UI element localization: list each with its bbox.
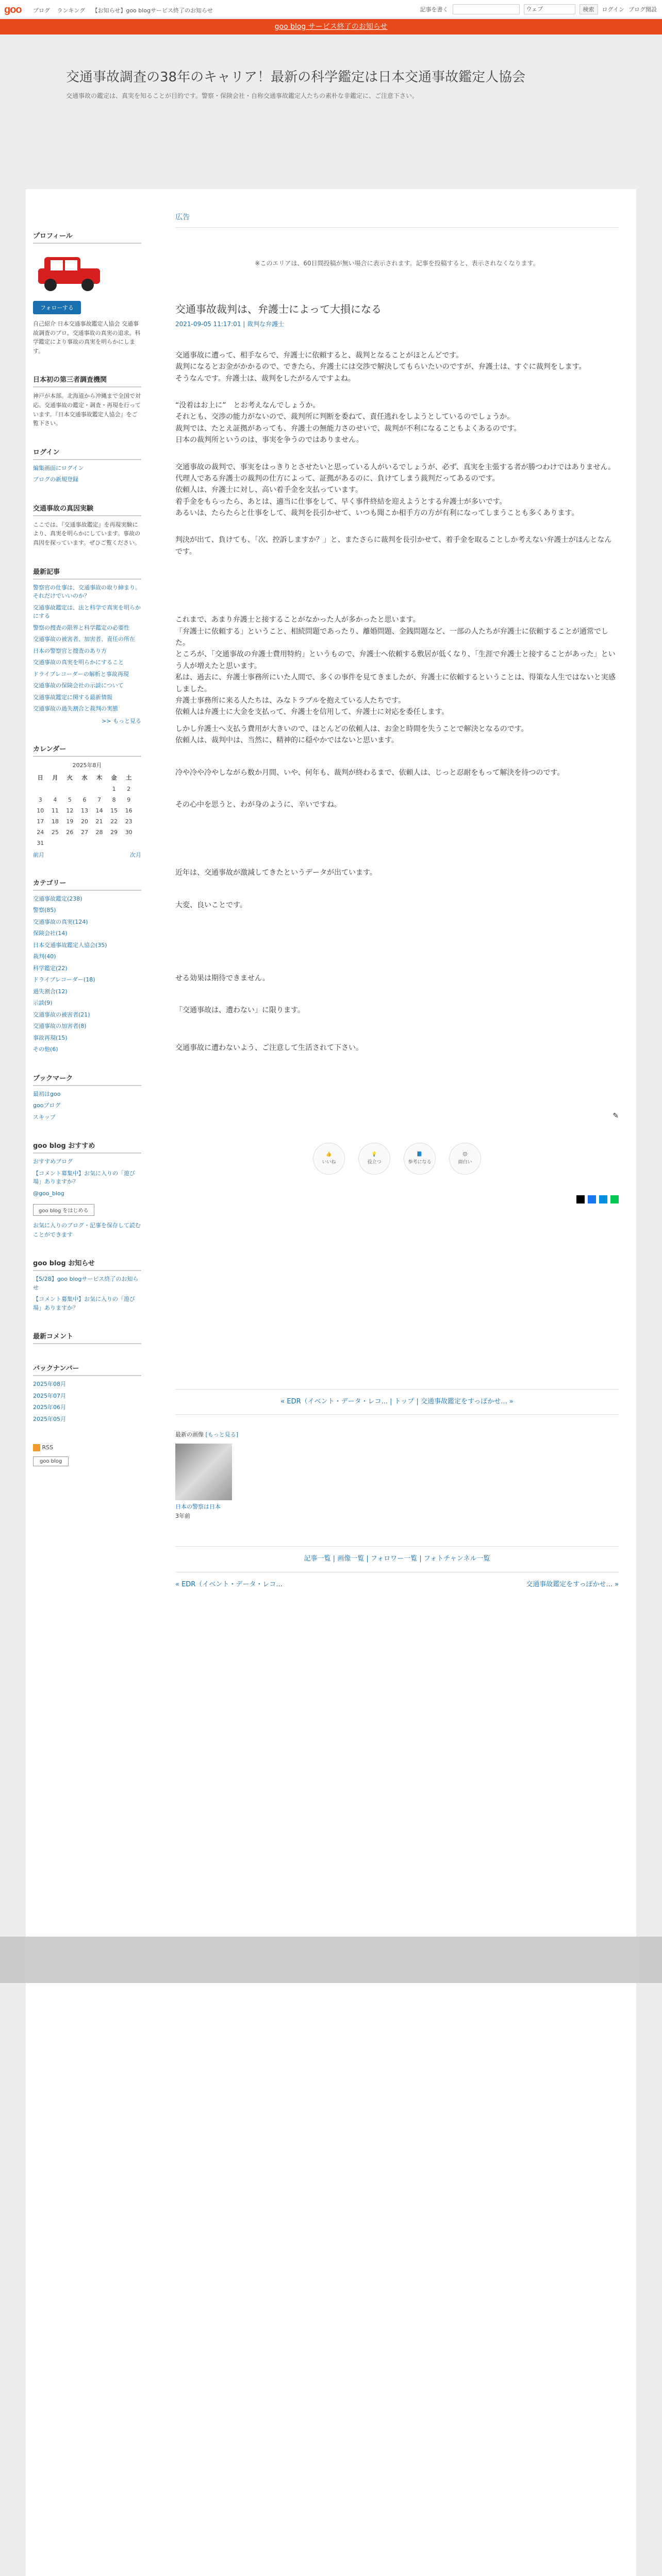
write-article-link[interactable]: 記事を書く bbox=[420, 6, 449, 13]
article-paragraph: しかし弁護士へ支払う費用が大きいので、ほとんどの依頼人は、お金と時間を失うことで解決となるのです。 bbox=[175, 724, 528, 733]
login-section bbox=[33, 447, 141, 484]
calendar-day: 16 bbox=[125, 807, 133, 814]
calendar-day: 8 bbox=[112, 796, 116, 803]
footer-links: 記事一覧 | 画像一覧 | フォロワー一覧 | フォトチャンネル一覧 bbox=[175, 1546, 619, 1572]
goo-note-link[interactable]: お気に入りのブログ・記事を保存して読むことができます bbox=[33, 1222, 141, 1238]
goo-notice-link[interactable]: 【5/28】goo blogサービス終了のお知らせ bbox=[33, 1276, 139, 1291]
related-label: 最新の画像 bbox=[175, 1431, 204, 1438]
category-link[interactable]: その他(6) bbox=[33, 1046, 58, 1053]
calendar-day: 29 bbox=[110, 828, 118, 836]
footer-follower-list[interactable]: フォロワー一覧 bbox=[370, 1555, 418, 1563]
calendar-weekday: 日 bbox=[37, 774, 43, 781]
share-bar bbox=[175, 1195, 619, 1204]
article-paragraph: その心中を思うと、わが身のように、辛いですね。 bbox=[175, 800, 341, 809]
calendar-weekday: 土 bbox=[126, 774, 132, 781]
footer-photo-channel[interactable]: フォトチャンネル一覧 bbox=[423, 1555, 490, 1563]
calendar-day: 17 bbox=[37, 818, 44, 825]
calendar-section bbox=[33, 743, 141, 859]
backnumber-section bbox=[33, 1363, 141, 1466]
recent-post-link[interactable]: 警察の捜査の限界と科学鑑定の必要性 bbox=[33, 624, 129, 631]
recent-post-link[interactable]: 交通事故の保険会社の示談について bbox=[33, 682, 124, 689]
calendar-day: 5 bbox=[68, 796, 72, 803]
bookmark-section bbox=[33, 1073, 141, 1122]
footer-next-link[interactable]: 交通事故鑑定をすっぽかせ... » bbox=[526, 1581, 619, 1589]
recent-post-link[interactable]: 交通事故鑑定に関する最新情報 bbox=[33, 693, 112, 701]
calendar-day: 12 bbox=[66, 807, 74, 814]
pager-top-link[interactable]: トップ bbox=[394, 1397, 415, 1405]
calendar-next-link[interactable]: 次月 bbox=[130, 851, 141, 858]
category-link[interactable]: 科学鑑定(22) bbox=[33, 964, 68, 972]
category-link[interactable]: 交通事故鑑定(238) bbox=[33, 895, 82, 902]
calendar-day: 31 bbox=[37, 839, 44, 846]
experiment-text: ここでは、『交通事故鑑定』を再現実験により、真実を明らかにしています。事故の真因を探っています。ぜひご覧ください。 bbox=[33, 521, 141, 546]
blog-title[interactable]: 交通事故調査の38年のキャリア！最新の科学鑑定は日本交通事故鑑定人協会 bbox=[66, 70, 526, 85]
calendar-weekday: 水 bbox=[81, 774, 88, 781]
category-section bbox=[33, 877, 141, 1054]
calendar-day bbox=[77, 784, 92, 794]
facebook-share-icon[interactable] bbox=[588, 1195, 596, 1204]
calendar-day: 26 bbox=[66, 828, 74, 836]
comments-section bbox=[33, 1331, 141, 1344]
recent-post-link[interactable]: ドライブレコーダーの解析と事故再現 bbox=[33, 670, 129, 677]
category-link[interactable]: 交通事故の被害者(21) bbox=[33, 1011, 90, 1018]
recent-posts-heading: 最新記事 bbox=[33, 566, 141, 580]
reaction-useful[interactable] bbox=[358, 1143, 390, 1175]
article-paragraph: 弁護士事務所に来る人たちは、みなトラブルを抱えている人たちです。 bbox=[175, 696, 406, 705]
article-paragraph: 私は、過去に、弁護士事務所にいた人間で、多くの事件を見てきましたが、弁護士に依頼するということは、得策な人生ではないと実感しました。 bbox=[175, 673, 616, 693]
calendar-day: 23 bbox=[125, 818, 133, 825]
ad-label: 広告 bbox=[175, 212, 619, 228]
profile-text: 自己紹介 日本交通事故鑑定人協会 交通事故調査のプロ。交通事故の真実の追求。科学鑑定により事故の真実を明らかにします。 bbox=[33, 320, 141, 354]
goo-recommend-link[interactable]: おすすめブログ bbox=[33, 1158, 73, 1165]
calendar-month: 2025年8月 bbox=[72, 761, 102, 769]
calendar-day bbox=[107, 838, 122, 849]
reaction-reference[interactable] bbox=[404, 1143, 436, 1175]
article-meta[interactable]: 2021-09-05 11:17:01 | 裁判な弁護士 bbox=[175, 320, 285, 328]
article-paragraph: 交通事故に遭って、相手ならで、弁護士に依頼すると、裁判となることがほとんどです。 bbox=[175, 351, 464, 360]
category-link[interactable]: 過失割合(12) bbox=[33, 988, 68, 995]
article-paragraph: 交通事故に遭わないよう、ご注意して生活されて下さい。 bbox=[175, 1043, 363, 1052]
article-paragraph: 「交通事故は、遭わない」に限ります。 bbox=[175, 1006, 305, 1015]
footer-article-list[interactable]: 記事一覧 bbox=[304, 1555, 331, 1563]
goo-recommend-heading: goo blog おすすめ bbox=[33, 1140, 141, 1154]
follow-button[interactable]: フォローする bbox=[33, 301, 81, 314]
bookmark-heading: ブックマーク bbox=[33, 1073, 141, 1086]
goo-twitter-link[interactable]: @goo_blog bbox=[33, 1190, 64, 1197]
article-paragraph: 判決が出て、負けても、「次、控訴しますか？」と、またさらに裁判を長引かせて、着手金を取ることしか考えない弁護士がほんとなんです。 bbox=[175, 536, 612, 556]
backnumber-link[interactable]: 2025年05月 bbox=[33, 1415, 66, 1422]
article-paragraph: 着手金をもらったら、あとは、適当に仕事をして、早く事件終結を迎えようとする弁護士が多いです。 bbox=[175, 497, 507, 506]
calendar-day: 13 bbox=[80, 807, 88, 814]
profile-heading: プロフィール bbox=[33, 230, 141, 244]
calendar-day: 21 bbox=[95, 818, 103, 825]
article-paragraph: あるいは、たらたらと仕事をして、裁判を長引かせて、いつも聞こか相手方の方が有利になってしまうことも多くあります。 bbox=[175, 509, 579, 518]
reaction-like[interactable] bbox=[313, 1143, 345, 1175]
recent-post-link[interactable]: 日本の警察官と捜査のあり方 bbox=[33, 647, 107, 654]
service-text: 神戸が本部。北海道から沖縄まで全国で対応。交通事故の鑑定・調査・再現を行っています。『日本交通事故鑑定人協会』をご覧下さい。 bbox=[33, 393, 141, 427]
blog-description: 交通事故の鑑定は、真実を知ることが目的です。警察・保険会社・自称交通事故鑑定人たちの素朴な非鑑定に、ご注意下さい。 bbox=[66, 92, 419, 99]
goo-notice-heading: goo blog お知らせ bbox=[33, 1258, 141, 1271]
article-paragraph: 冷や冷や冷やしながら数か月間、いや、何年も、裁判が終わるまで、依頼人は、じっと忍耐をもって解決を待つのです。 bbox=[175, 768, 565, 777]
smile-icon: 😊 bbox=[462, 1152, 468, 1158]
calendar-table bbox=[33, 771, 136, 849]
calendar-day: 9 bbox=[127, 796, 131, 803]
sticky-ad-overlay bbox=[0, 1937, 662, 1983]
lightbulb-icon: 💡 bbox=[371, 1152, 377, 1158]
calendar-day bbox=[62, 784, 77, 794]
article-paragraph: そうなんです。弁護士は、裁判をしたがるんですよね。 bbox=[175, 374, 355, 383]
related-caption-age: 3年前 bbox=[175, 1512, 190, 1519]
category-link[interactable]: 交通事故の真実(124) bbox=[33, 918, 88, 925]
article-paragraph: 日本の裁判所というのは、事実を争うのではありません。 bbox=[175, 436, 363, 445]
footer-image-list[interactable]: 画像一覧 bbox=[337, 1555, 365, 1563]
backnumber-link[interactable]: 2025年07月 bbox=[33, 1392, 66, 1399]
sidebar bbox=[33, 230, 141, 1485]
related-thumbnail[interactable] bbox=[175, 1444, 232, 1500]
category-link[interactable]: ドライブレコーダー(18) bbox=[33, 976, 95, 984]
backnumber-heading: バックナンバー bbox=[33, 1363, 141, 1376]
backnumber-link[interactable]: 2025年08月 bbox=[33, 1381, 66, 1388]
category-link[interactable]: 日本交通事故鑑定人協会(35) bbox=[33, 941, 107, 948]
calendar-day: 2 bbox=[127, 785, 131, 792]
goo-notice-link[interactable]: 【コメント募集中】お気に入りの「遊び場」ありますか？ bbox=[33, 1296, 135, 1311]
book-icon: 📘 bbox=[417, 1152, 423, 1158]
search-button[interactable]: 検索 bbox=[580, 4, 598, 14]
reaction-fun-label: 面白い bbox=[458, 1159, 472, 1165]
main-content bbox=[175, 212, 619, 1598]
service-heading: 日本初の第三者調査機関 bbox=[33, 374, 141, 387]
calendar-day: 1 bbox=[112, 785, 116, 792]
experiment-section bbox=[33, 503, 141, 548]
recent-more-link[interactable]: >> もっと見る bbox=[102, 717, 141, 724]
reaction-fun[interactable] bbox=[449, 1143, 481, 1175]
login-edit-link[interactable]: 編集画面にログイン bbox=[33, 464, 84, 471]
recent-post-link[interactable]: 警察官の仕事は、交通事故の取り締まり。それだけでいいのか？ bbox=[33, 584, 141, 600]
top-nav bbox=[33, 6, 218, 14]
article-paragraph: 裁判になるとお金がかかるので、できたら、弁護士には交渉で解決してもらいたいのですが、弁護士は、すぐに裁判をします。 bbox=[175, 363, 586, 371]
blog-register-link[interactable]: ブログの新規登録 bbox=[33, 476, 78, 483]
article-paragraph: せる効果は期待できません。 bbox=[175, 974, 270, 983]
login-link[interactable]: ログイン bbox=[602, 6, 624, 13]
calendar-day: 11 bbox=[51, 807, 59, 814]
line-share-icon[interactable] bbox=[610, 1195, 619, 1204]
calendar-day: 6 bbox=[82, 796, 87, 803]
calendar-day bbox=[92, 838, 107, 849]
search-input[interactable] bbox=[453, 4, 520, 14]
footer-pager bbox=[175, 1572, 619, 1598]
footer-prev-link[interactable]: « EDR（イベント・データ・レコ... bbox=[175, 1581, 283, 1589]
calendar-day bbox=[92, 784, 107, 794]
goo-start-badge[interactable]: goo blog をはじめる bbox=[33, 1204, 94, 1216]
goo-logo[interactable]: goo bbox=[4, 4, 22, 15]
article-paragraph: 大変、良いことです。 bbox=[175, 901, 247, 909]
category-link[interactable]: 交通事故の加害者(8) bbox=[33, 1023, 87, 1030]
experiment-heading: 交通事故の真因実験 bbox=[33, 503, 141, 516]
backnumber-link[interactable]: 2025年06月 bbox=[33, 1404, 66, 1411]
comments-heading: 最新コメント bbox=[33, 1331, 141, 1344]
pager-next-link[interactable]: 交通事故鑑定をすっぽかせ... » bbox=[420, 1397, 514, 1405]
goo-recommend-link[interactable]: 【コメント募集中】お気に入りの「遊び場」ありますか？ bbox=[33, 1170, 135, 1185]
recent-post-link[interactable]: 交通事故の過失割合と裁判の実態 bbox=[33, 705, 118, 713]
calendar-day bbox=[48, 838, 63, 849]
goo-recommend-section bbox=[33, 1140, 141, 1239]
article-paragraph: 近年は、交通事故が激減してきたというデータが出ています。 bbox=[175, 869, 377, 877]
category-heading: カテゴリー bbox=[33, 877, 141, 891]
article-title[interactable]: 交通事故裁判は、弁護士によって大損になる bbox=[175, 302, 382, 315]
calendar-weekday: 木 bbox=[96, 774, 103, 781]
article-paragraph: 代理人である弁護士の裁判の仕方によって、証拠があるのに、負けてしまう裁判だってあるのです。 bbox=[175, 474, 500, 483]
related-caption[interactable]: 日本の警察は日本 bbox=[175, 1503, 221, 1511]
article-paragraph: 「弁護士に依頼する」ということ、相続問題であったり、離婚問題、金銭問題など、一部の人たちが弁護士に依頼することが通常でした。 bbox=[175, 627, 608, 648]
calendar-heading: カレンダー bbox=[33, 743, 141, 757]
category-link[interactable]: 裁判(40) bbox=[33, 953, 56, 960]
pager-prev-link[interactable]: « EDR（イベント・データ・レコ... bbox=[280, 1397, 388, 1405]
thumb-icon: 👍 bbox=[326, 1152, 332, 1158]
calendar-day: 3 bbox=[38, 796, 42, 803]
bookmark-link[interactable]: 最初はgoo bbox=[33, 1090, 61, 1097]
service-notice-banner[interactable] bbox=[0, 19, 662, 35]
article-paragraph: 依頼人は、裁判中は、当然に、精神的に穏やかではないと思います。 bbox=[175, 736, 399, 745]
signup-link[interactable]: ブログ開設 bbox=[628, 6, 657, 13]
calendar-day bbox=[33, 784, 48, 794]
service-notice-link[interactable]: goo blog サービス終了のお知らせ bbox=[274, 23, 388, 31]
rss-label[interactable]: RSS bbox=[42, 1444, 54, 1451]
article-paragraph: 交通事故の裁判で、事実をはっきりとさせたいと思っている人がいるでしょうが、必ず、真実を主張する者が勝つわけではありません。 bbox=[175, 463, 616, 471]
calendar-day: 30 bbox=[125, 828, 133, 836]
article-paragraph: これまで、あまり弁護士と接することがなかった人が多かったと思います。 bbox=[175, 616, 420, 624]
login-heading: ログイン bbox=[33, 447, 141, 460]
nav-notice[interactable]: 【お知らせ】goo blogサービス終了のお知らせ bbox=[92, 7, 213, 14]
nav-ranking[interactable]: ランキング bbox=[57, 7, 86, 14]
category-link[interactable]: 保険会社(14) bbox=[33, 930, 68, 937]
calendar-day: 19 bbox=[66, 818, 74, 825]
calendar-day: 25 bbox=[51, 828, 59, 836]
page-container bbox=[26, 189, 636, 2576]
edit-pen-icon[interactable]: ✎ bbox=[613, 1112, 619, 1121]
calendar-day bbox=[62, 838, 77, 849]
reaction-useful-label: 役立つ bbox=[367, 1159, 382, 1165]
recent-post-link[interactable]: 交通事故鑑定は、法と科学で真実を明らかにする bbox=[33, 604, 141, 620]
calendar-weekday: 月 bbox=[52, 774, 58, 781]
article-paragraph: ところが、「交通事故の弁護士費用特約」というもので、弁護士へ依頼する敷居が低くなり、「生涯で弁護士と接することがあった」という人が増えたと思います。 bbox=[175, 650, 616, 670]
article-paragraph: “没着はお上に” とお考えなんでしょうか。 bbox=[175, 401, 320, 410]
service-section bbox=[33, 374, 141, 428]
calendar-day: 15 bbox=[110, 807, 118, 814]
calendar-weekday: 火 bbox=[67, 774, 73, 781]
calendar-day bbox=[77, 838, 92, 849]
recent-post-link[interactable]: 交通事故の被害者、加害者、責任の所在 bbox=[33, 636, 135, 643]
profile-section bbox=[33, 230, 141, 355]
article-paragraph: 依頼人は、弁護士に対し、高い着手金を支払っています。 bbox=[175, 486, 362, 495]
calendar-day: 28 bbox=[95, 828, 103, 836]
calendar-day: 18 bbox=[51, 818, 59, 825]
category-link[interactable]: 警察(85) bbox=[33, 907, 56, 914]
blog-header bbox=[0, 35, 662, 189]
calendar-day: 24 bbox=[37, 828, 44, 836]
article-paragraph: それとも、交渉の能力がないので、裁判所に判断を委ねて、責任逃れをしようとしているのでしょうか。 bbox=[175, 413, 515, 421]
calendar-weekday: 金 bbox=[111, 774, 117, 781]
nav-blog[interactable]: ブログ bbox=[33, 7, 50, 14]
article-paragraph: 依頼人は弁護士に大金を支払って、弁護士を信用して、弁護士に対応を委任します。 bbox=[175, 708, 449, 717]
bookmark-link[interactable]: スキップ bbox=[33, 1113, 56, 1121]
related-more-link[interactable]: [もっと見る] bbox=[205, 1431, 239, 1438]
calendar-day: 14 bbox=[95, 807, 103, 814]
article-pager: « EDR（イベント・データ・レコ... | トップ | 交通事故鑑定をすっぽかせ... » bbox=[175, 1389, 619, 1415]
goo-footer-badge[interactable]: goo blog bbox=[33, 1456, 69, 1466]
related-images bbox=[175, 1430, 619, 1520]
top-bar bbox=[0, 0, 662, 19]
calendar-day bbox=[48, 784, 63, 794]
calendar-day: 20 bbox=[80, 818, 88, 825]
hatena-share-icon[interactable] bbox=[599, 1195, 607, 1204]
article-paragraph: 裁判では、たとえ証拠があっても、弁護士の無能力さのせいで、裁判が不利になることもよくあるのです。 bbox=[175, 424, 521, 433]
rss-icon[interactable] bbox=[33, 1444, 40, 1451]
reaction-reference-label: 参考になる bbox=[408, 1159, 432, 1165]
recent-posts-section bbox=[33, 566, 141, 725]
reaction-bar bbox=[175, 1143, 619, 1175]
profile-car-image bbox=[33, 248, 105, 294]
recent-post-link[interactable]: 交通事故の真実を明らかにすること bbox=[33, 659, 124, 666]
calendar-prev-link[interactable]: 前月 bbox=[33, 851, 44, 858]
calendar-day: 7 bbox=[97, 796, 102, 803]
search-scope-select[interactable]: ウェブ bbox=[524, 4, 575, 14]
x-share-icon[interactable] bbox=[576, 1195, 585, 1204]
category-link[interactable]: 示談(9) bbox=[33, 999, 53, 1007]
top-right bbox=[420, 4, 657, 14]
calendar-day: 22 bbox=[110, 818, 118, 825]
calendar-day bbox=[121, 838, 136, 849]
ad-note: ※このエリアは、60日間投稿が無い場合に表示されます。記事を投稿すると、表示されなくなります。 bbox=[255, 260, 539, 267]
bookmark-link[interactable]: gooブログ bbox=[33, 1102, 61, 1109]
reaction-like-label: いいね bbox=[322, 1159, 336, 1165]
category-link[interactable]: 事故再現(15) bbox=[33, 1034, 68, 1041]
calendar-day: 4 bbox=[53, 796, 57, 803]
goo-notice-section bbox=[33, 1258, 141, 1312]
calendar-day: 10 bbox=[37, 807, 44, 814]
calendar-day: 27 bbox=[80, 828, 88, 836]
